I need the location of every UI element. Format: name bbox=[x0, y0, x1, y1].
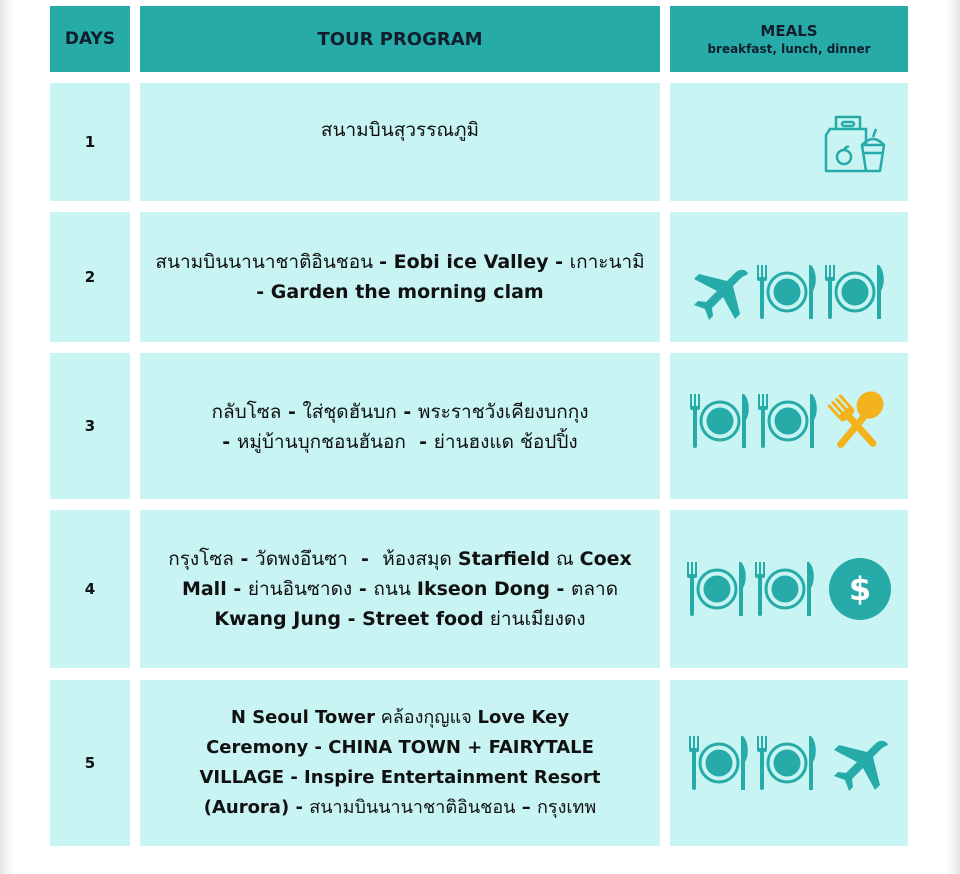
program-segment-bold: - bbox=[396, 401, 418, 423]
plate-icon bbox=[755, 732, 819, 794]
header-program-label: TOUR PROGRAM bbox=[317, 28, 483, 50]
program-cell-1 bbox=[140, 83, 660, 201]
program-segment: ใส่ชุดฮันบก bbox=[302, 401, 397, 423]
program-segment-bold: Ikseon Dong bbox=[416, 578, 550, 600]
program-segment-bold: - bbox=[352, 578, 374, 600]
dollar-icon bbox=[827, 556, 893, 622]
airplane-icon bbox=[831, 735, 891, 791]
right-page-shadow bbox=[946, 0, 960, 874]
program-segment-bold: – bbox=[515, 797, 538, 818]
day-cell-1 bbox=[50, 83, 130, 201]
program-segment-bold: VILLAGE - Inspire Entertainment Resort bbox=[199, 767, 601, 788]
program-segment-bold: - Eobi ice Valley - bbox=[379, 251, 570, 273]
header-tour-program bbox=[140, 6, 660, 72]
program-segment: ถนน bbox=[373, 578, 417, 600]
day-number: 1 bbox=[84, 133, 96, 151]
program-segment-bold: - bbox=[222, 431, 237, 453]
program-segment-bold: Coex bbox=[579, 548, 632, 570]
meals-cell-1 bbox=[670, 83, 908, 201]
program-segment: กรุงเทพ bbox=[537, 797, 597, 818]
program-segment: พระราชวังเคียงบกกุง bbox=[417, 401, 589, 423]
program-segment: ห้องสมุด bbox=[382, 548, 458, 570]
program-segment-bold: - bbox=[549, 578, 572, 600]
program-text bbox=[168, 544, 632, 634]
program-cell-4 bbox=[140, 510, 660, 668]
program-text bbox=[211, 397, 588, 457]
program-cell-5 bbox=[140, 680, 660, 846]
program-segment-bold: Kwang Jung bbox=[214, 608, 341, 630]
plate-icon bbox=[755, 261, 819, 323]
program-segment: สนามบินนานาชาติอินชอน bbox=[309, 797, 516, 818]
program-segment-bold: - Garden the morning clam bbox=[256, 281, 544, 303]
program-segment: หมู่บ้านบุกชอนฮันอก bbox=[236, 431, 406, 453]
day-number: 4 bbox=[84, 580, 96, 598]
day-number: 5 bbox=[84, 754, 96, 772]
meals-cell-4 bbox=[670, 510, 908, 668]
meals-cell-2 bbox=[670, 212, 908, 342]
plate-icon bbox=[823, 261, 887, 323]
program-text: สนามบินสุวรรณภูมิ bbox=[320, 119, 480, 141]
program-segment: ย่านอินซาดง bbox=[247, 578, 353, 600]
plate-icon bbox=[756, 390, 820, 452]
program-segment-bold: - bbox=[347, 548, 383, 570]
plate-icon bbox=[688, 390, 752, 452]
program-segment: เกาะนามิ bbox=[569, 251, 645, 273]
day-cell-5 bbox=[50, 680, 130, 846]
program-segment: กรุงโซล bbox=[168, 548, 234, 570]
header-days-label: DAYS bbox=[64, 29, 116, 49]
program-segment-bold: - bbox=[289, 797, 310, 818]
program-segment: กลับโซล bbox=[211, 401, 282, 423]
program-segment: สนามบินนานาชาติอินชอน bbox=[155, 251, 380, 273]
program-cell-2 bbox=[140, 212, 660, 342]
plate-icon bbox=[685, 558, 749, 620]
day-number: 2 bbox=[84, 268, 96, 286]
program-segment: ย่านเมียงดง bbox=[483, 608, 586, 630]
program-segment-bold: - bbox=[281, 401, 303, 423]
program-segment-bold: Starfield bbox=[457, 548, 550, 570]
program-segment-bold: - bbox=[233, 548, 256, 570]
program-segment-bold: (Aurora) bbox=[203, 797, 290, 818]
program-segment: วัดพงอึนซา bbox=[255, 548, 348, 570]
meals-cell-5 bbox=[670, 680, 908, 846]
meals-cell-3 bbox=[670, 353, 908, 499]
day-cell-2 bbox=[50, 212, 130, 342]
program-segment-bold: Mall bbox=[181, 578, 227, 600]
snack-box-icon bbox=[820, 107, 890, 177]
program-segment: คล้องกุญแจ bbox=[374, 707, 478, 728]
header-days bbox=[50, 6, 130, 72]
program-segment-bold: - bbox=[405, 431, 434, 453]
svg-text:$: $ bbox=[848, 570, 872, 608]
day-cell-3 bbox=[50, 353, 130, 499]
program-segment-bold: - bbox=[226, 578, 248, 600]
program-segment-bold: - bbox=[340, 608, 363, 630]
fork-spoon-icon bbox=[824, 389, 890, 453]
program-text bbox=[155, 247, 644, 307]
program-segment-bold: Ceremony - CHINA TOWN + FAIRYTALE bbox=[206, 737, 594, 758]
header-meals-label: MEALS bbox=[760, 22, 818, 40]
program-text bbox=[199, 703, 600, 823]
program-segment: ย่านฮงแด ช้อปปิ้ง bbox=[433, 431, 578, 453]
program-cell-3 bbox=[140, 353, 660, 499]
plate-icon bbox=[687, 732, 751, 794]
plate-icon bbox=[753, 558, 817, 620]
program-segment-bold: Street food bbox=[362, 608, 484, 630]
program-segment: ณ bbox=[549, 548, 580, 570]
airplane-icon bbox=[691, 264, 751, 320]
program-segment-bold: N Seoul Tower bbox=[230, 707, 375, 728]
program-segment: ตลาด bbox=[571, 578, 619, 600]
header-meals-sub-label: breakfast, lunch, dinner bbox=[707, 42, 871, 56]
day-cell-4 bbox=[50, 510, 130, 668]
day-number: 3 bbox=[84, 417, 96, 435]
program-segment-bold: Love Key bbox=[477, 707, 570, 728]
left-page-shadow bbox=[0, 0, 14, 874]
header-meals bbox=[670, 6, 908, 72]
